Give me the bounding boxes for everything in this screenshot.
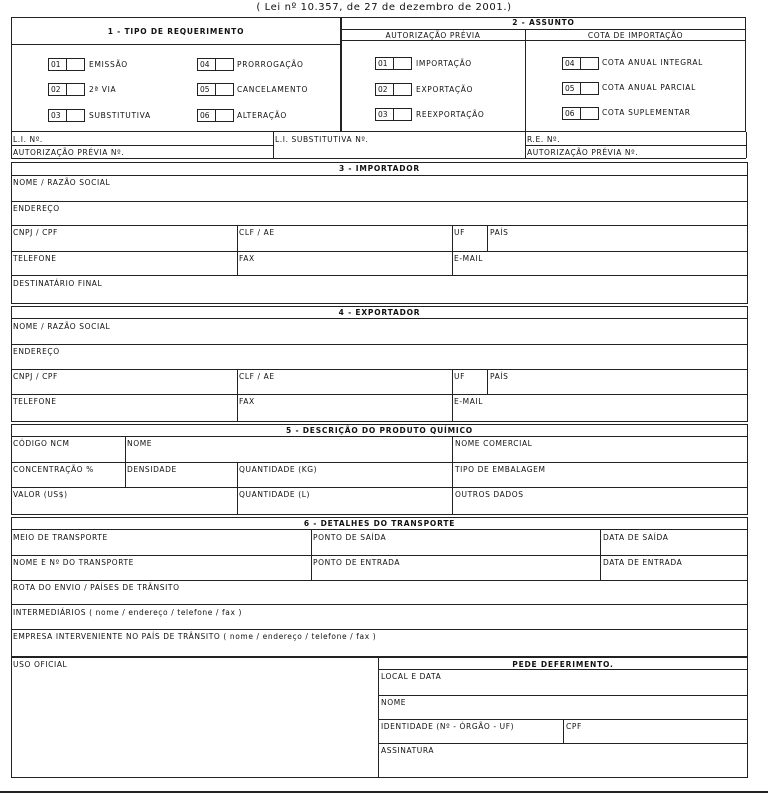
section-exportador — [11, 306, 748, 422]
field-intermediarios[interactable]: INTERMEDIÁRIOS ( nome / endereço / telefone / fax ) — [13, 608, 243, 617]
field-densidade[interactable]: DENSIDADE — [127, 465, 177, 474]
option-2-via: 2ª VIA — [89, 85, 117, 94]
section-4-header: 4 - EXPORTADOR — [338, 308, 421, 317]
field-importador-pais[interactable]: PAÍS — [490, 228, 509, 237]
field-exportador-fax[interactable]: FAX — [239, 397, 255, 406]
field-autorizacao-previa-2[interactable]: AUTORIZAÇÃO PRÉVIA Nº. — [527, 148, 639, 157]
checkbox-tipo-02[interactable]: 02 — [48, 83, 85, 96]
field-quantidade-kg[interactable]: QUANTIDADE (KG) — [239, 465, 318, 474]
field-rota-envio[interactable]: ROTA DO ENVIO / PAÍSES DE TRÂNSITO — [13, 583, 180, 592]
field-importador-uf[interactable]: UF — [454, 228, 466, 237]
field-meio-transporte[interactable]: MEIO DE TRANSPORTE — [13, 533, 108, 542]
option-emissao: EMISSÃO — [89, 60, 128, 69]
field-ponto-saida[interactable]: PONTO DE SAÍDA — [313, 533, 387, 542]
option-cancelamento: CANCELAMENTO — [237, 85, 309, 94]
field-quantidade-l[interactable]: QUANTIDADE (L) — [239, 490, 311, 499]
pede-deferimento-header: PEDE DEFERIMENTO. — [512, 660, 614, 669]
subheader-autorizacao-previa: AUTORIZAÇÃO PRÉVIA — [385, 31, 481, 40]
field-exportador-endereco[interactable]: ENDEREÇO — [13, 347, 60, 356]
checkbox-assunto-04[interactable]: 04 — [562, 57, 599, 70]
field-local-data[interactable]: LOCAL E DATA — [381, 672, 442, 681]
option-prorrogacao: PRORROGAÇÃO — [237, 60, 304, 69]
section-5-header: 5 - DESCRIÇÃO DO PRODUTO QUÍMICO — [286, 426, 473, 435]
field-destinatario-final[interactable]: DESTINATÁRIO FINAL — [13, 279, 103, 288]
field-data-saida[interactable]: DATA DE SAÍDA — [603, 533, 669, 542]
field-produto-nome[interactable]: NOME — [127, 439, 153, 448]
section-1-header: 1 - TIPO DE REQUERIMENTO — [107, 27, 245, 36]
section-3-header: 3 - IMPORTADOR — [338, 164, 421, 173]
field-importador-telefone[interactable]: TELEFONE — [13, 254, 57, 263]
option-alteracao: ALTERAÇÃO — [237, 111, 287, 120]
field-outros-dados[interactable]: OUTROS DADOS — [455, 490, 524, 499]
field-importador-fax[interactable]: FAX — [239, 254, 255, 263]
field-cpf[interactable]: CPF — [566, 722, 582, 731]
field-nome-transporte[interactable]: NOME E Nº DO TRANSPORTE — [13, 558, 135, 567]
bottom-rule — [0, 791, 768, 793]
checkbox-assunto-02[interactable]: 02 — [375, 83, 412, 96]
field-li-substitutiva[interactable]: L.I. SUBSTITUTIVA Nº. — [275, 135, 369, 144]
subheader-cota-importacao: COTA DE IMPORTAÇÃO — [587, 31, 684, 40]
field-exportador-clf[interactable]: CLF / AE — [239, 372, 275, 381]
field-importador-cnpj[interactable]: CNPJ / CPF — [13, 228, 58, 237]
field-identidade[interactable]: IDENTIDADE (Nº - ÓRGÃO - UF) — [381, 722, 515, 731]
field-exportador-pais[interactable]: PAÍS — [490, 372, 509, 381]
field-tipo-embalagem[interactable]: TIPO DE EMBALAGEM — [455, 465, 546, 474]
option-cota-anual-integral: COTA ANUAL INTEGRAL — [602, 58, 704, 67]
option-substitutiva: SUBSTITUTIVA — [89, 111, 151, 120]
checkbox-assunto-05[interactable]: 05 — [562, 82, 599, 95]
field-importador-nome[interactable]: NOME / RAZÃO SOCIAL — [13, 178, 111, 187]
field-importador-email[interactable]: E-MAIL — [454, 254, 484, 263]
form-title: ( Lei nº 10.357, de 27 de dezembro de 2001.) — [256, 2, 512, 13]
field-autorizacao-previa-1[interactable]: AUTORIZAÇÃO PRÉVIA Nº. — [13, 148, 125, 157]
section-6-header: 6 - DETALHES DO TRANSPORTE — [303, 519, 456, 528]
field-importador-clf[interactable]: CLF / AE — [239, 228, 275, 237]
field-exportador-uf[interactable]: UF — [454, 372, 466, 381]
checkbox-tipo-06[interactable]: 06 — [197, 109, 234, 122]
field-exportador-telefone[interactable]: TELEFONE — [13, 397, 57, 406]
field-codigo-ncm[interactable]: CÓDIGO NCM — [13, 439, 70, 448]
section-2-header: 2 - ASSUNTO — [512, 18, 575, 27]
checkbox-tipo-04[interactable]: 04 — [197, 58, 234, 71]
field-ponto-entrada[interactable]: PONTO DE ENTRADA — [313, 558, 401, 567]
checkbox-assunto-06[interactable]: 06 — [562, 107, 599, 120]
field-empresa-interveniente[interactable]: EMPRESA INTERVENIENTE NO PAÍS DE TRÂNSITO ( nome / endereço / telefone / fax ) — [13, 632, 377, 641]
field-assinatura[interactable]: ASSINATURA — [381, 746, 435, 755]
field-nome-requerente[interactable]: NOME — [381, 698, 407, 707]
option-reexportacao: REEXPORTAÇÃO — [416, 110, 485, 119]
option-importacao: IMPORTAÇÃO — [416, 59, 472, 68]
section-produto-quimico — [11, 424, 748, 515]
field-re-numero[interactable]: R.E. Nº. — [527, 135, 561, 144]
checkbox-assunto-01[interactable]: 01 — [375, 57, 412, 70]
option-cota-anual-parcial: COTA ANUAL PARCIAL — [602, 83, 696, 92]
section-importador — [11, 162, 748, 304]
field-exportador-email[interactable]: E-MAIL — [454, 397, 484, 406]
checkbox-tipo-01[interactable]: 01 — [48, 58, 85, 71]
field-importador-endereco[interactable]: ENDEREÇO — [13, 204, 60, 213]
field-data-entrada[interactable]: DATA DE ENTRADA — [603, 558, 683, 567]
option-cota-suplementar: COTA SUPLEMENTAR — [602, 108, 691, 117]
field-li-numero[interactable]: L.I. Nº. — [13, 135, 43, 144]
uso-oficial-label: USO OFICIAL — [13, 660, 68, 669]
field-valor[interactable]: VALOR (US$) — [13, 490, 68, 499]
checkbox-assunto-03[interactable]: 03 — [375, 108, 412, 121]
option-exportacao: EXPORTAÇÃO — [416, 85, 474, 94]
checkbox-tipo-05[interactable]: 05 — [197, 83, 234, 96]
checkbox-tipo-03[interactable]: 03 — [48, 109, 85, 122]
section-uso-oficial — [11, 657, 748, 778]
field-concentracao[interactable]: CONCENTRAÇÃO % — [13, 465, 94, 474]
field-exportador-nome[interactable]: NOME / RAZÃO SOCIAL — [13, 322, 111, 331]
field-nome-comercial[interactable]: NOME COMERCIAL — [455, 439, 533, 448]
field-exportador-cnpj[interactable]: CNPJ / CPF — [13, 372, 58, 381]
